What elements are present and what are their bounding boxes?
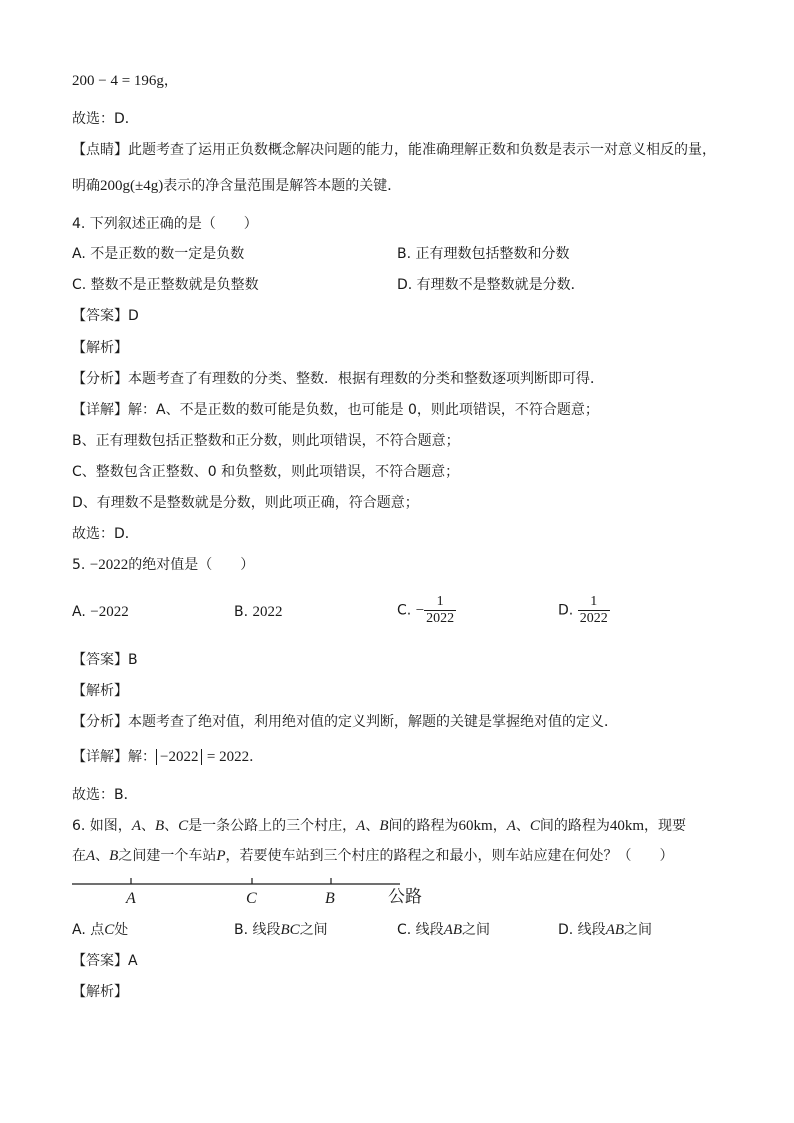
q6-stem-line-1: 6. 如图，A、B、C是一条公路上的三个村庄，A、B间的路程为60km，A、C间的路程为40km，现要 <box>72 818 687 834</box>
q5-absolute-value: −2022 <box>156 749 202 765</box>
q6-option-b: B. 线段BC之间 <box>234 922 328 938</box>
q5-option-c: C. − $\frac{1}{2022}$ <box>397 594 455 626</box>
q4-stem: 4. 下列叙述正确的是（ ） <box>72 216 258 232</box>
q6-stem-line-2: 在A、B之间建一个车站P，若要使车站到三个村庄的路程之和最小，则车站应建在何处？（ ） <box>72 848 674 864</box>
q3-choose: 故选：D． <box>72 111 139 127</box>
label-a: A <box>126 890 136 907</box>
q6-option-c: C. 线段AB之间 <box>397 922 491 938</box>
q4-option-b: B. 正有理数包括整数和分数 <box>397 246 570 262</box>
q5-choose: 故选：B． <box>72 787 138 803</box>
q4-xiangjie-line-2: B、正有理数包括正整数和正分数，则此项错误，不符合题意； <box>72 433 460 449</box>
q3-dianjing: 【点睛】此题考查了运用正负数概念解决问题的能力，能准确理解正数和负数是表示一对意义相反的量， <box>72 142 716 158</box>
q5-option-a: A. −2022 <box>72 604 129 620</box>
q4-xiangjie-line-4: D、有理数不是整数就是分数，则此项正确，符合题意； <box>72 495 419 511</box>
q5-stem: 5. −2022的绝对值是（ ） <box>72 557 255 573</box>
q6-option-d: D. 线段AB之间 <box>558 922 653 938</box>
q4-choose: 故选：D． <box>72 526 139 542</box>
q5-option-d-fraction: $\frac{1}{2022}$ <box>579 594 608 626</box>
q5-analysis-tag: 【解析】 <box>72 683 128 699</box>
q4-answer: 【答案】D <box>72 308 139 324</box>
q4-xiangjie-line-1: 【详解】解：A、不是正数的数可能是负数，也可能是 0，则此项错误，不符合题意； <box>72 402 599 418</box>
q4-analysis-tag: 【解析】 <box>72 340 128 356</box>
q3-dianjing-line2: 明确200g(±4g)表示的净含量范围是解答本题的关键． <box>72 178 402 194</box>
q6-option-a: A. 点C处 <box>72 922 129 938</box>
q5-xiangjie: 【详解】解： −2022 = 2022． <box>72 749 264 765</box>
q4-option-a: A. 不是正数的数一定是负数 <box>72 246 245 262</box>
q3-calc: 200 − 4 = 196g <box>72 73 164 89</box>
q6-answer: 【答案】A <box>72 953 138 969</box>
road-label: 公路 <box>388 887 422 907</box>
q6-analysis-tag: 【解析】 <box>72 984 128 1000</box>
label-b: B <box>325 890 335 907</box>
q5-option-b: B. 2022 <box>234 604 283 620</box>
q4-option-d: D. 有理数不是整数就是分数． <box>397 277 585 293</box>
q3-calc-line: 200 − 4 = 196g， <box>72 73 178 89</box>
q4-fenxi: 【分析】本题考查了有理数的分类、整数．根据有理数的分类和整数逐项判断即可得． <box>72 371 604 387</box>
road-diagram <box>72 874 442 910</box>
label-c: C <box>246 890 257 907</box>
q5-fenxi: 【分析】本题考查了绝对值，利用绝对值的定义判断，解题的关键是掌握绝对值的定义． <box>72 714 618 730</box>
q4-xiangjie-line-3: C、整数包含正整数、0 和负整数，则此项错误，不符合题意； <box>72 464 460 480</box>
q5-answer: 【答案】B <box>72 652 138 668</box>
q5-option-c-fraction: $\frac{1}{2022}$ <box>426 594 455 626</box>
q5-option-d: D. $\frac{1}{2022}$ <box>558 594 608 626</box>
q4-option-c: C. 整数不是正整数就是负整数 <box>72 277 259 293</box>
